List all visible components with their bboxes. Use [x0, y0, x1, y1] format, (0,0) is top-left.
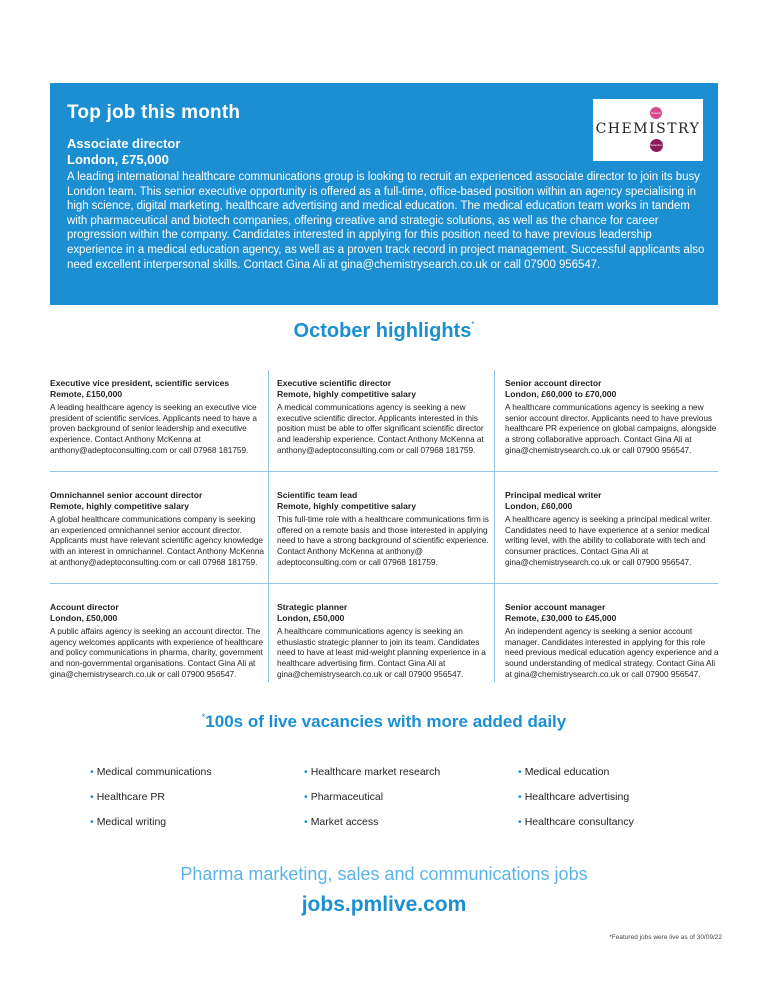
- sector-label: Healthcare advertising: [524, 791, 630, 803]
- job-listing: [277, 490, 491, 567]
- top-job-location-salary: London, £75,000: [67, 152, 169, 167]
- bullet-icon: •: [90, 791, 94, 803]
- job-listing: [505, 490, 719, 567]
- job-description: An independent agency is seeking a senior account manager. Candidates interested in applying for this role need previous medical education agency experience and a sound understanding of medical strategy. Contact Gina Ali at gina@chemistrysearch.co.uk or call 07900 956547.: [505, 626, 719, 679]
- job-listing: [277, 602, 491, 679]
- job-location-salary: Remote, highly competitive salary: [50, 500, 189, 511]
- job-listing: [50, 602, 264, 679]
- sector-item: [518, 766, 609, 778]
- job-description: A global healthcare communications company is seeking an experienced omnichannel senior account director. Applicants must have relevant scientific agency knowledge with an interest in omnichannel. Contact Anthony McKenna at anthony@adeptoconsulting.com or call 07968 181759.: [50, 514, 264, 567]
- job-title: Senior account manager: [505, 602, 606, 612]
- jobs-site-link[interactable]: jobs.pmlive.com: [301, 893, 467, 916]
- bullet-icon: •: [518, 791, 522, 803]
- job-location-salary: Remote, highly competitive salary: [277, 388, 416, 399]
- logo-selection-badge: [650, 139, 663, 152]
- job-location-salary: Remote, £150,000: [50, 388, 123, 399]
- job-title: Strategic planner: [277, 602, 348, 612]
- job-title: Account director: [50, 602, 119, 612]
- sector-item: [304, 766, 440, 778]
- grid-divider-v1: [268, 370, 269, 682]
- grid-divider-v2: [494, 370, 495, 682]
- sector-label: Healthcare consultancy: [524, 816, 634, 828]
- top-job-heading: Top job this month: [67, 102, 241, 123]
- sector-label: Market access: [310, 816, 379, 828]
- sector-label: Medical communications: [96, 766, 212, 778]
- job-description: A healthcare agency is seeking a principal medical writer. Candidates need to have experience at a senior medical writing level, with the ability to collaborate with tech and consumer practices. Contact Gina Ali at gina@chemistrysearch.co.uk or call 07900 956547.: [505, 514, 712, 567]
- chemistry-logo: [593, 99, 703, 161]
- job-location-salary: London, £50,000: [50, 612, 118, 623]
- bullet-icon: •: [518, 816, 522, 828]
- bullet-icon: •: [304, 766, 308, 778]
- grid-divider-h2: [50, 583, 718, 584]
- job-listing: [277, 378, 491, 455]
- bullet-icon: •: [90, 766, 94, 778]
- sector-item: [518, 816, 634, 828]
- sector-item: [90, 816, 166, 828]
- job-title: Executive scientific director: [277, 378, 392, 388]
- sector-label: Medical education: [524, 766, 610, 778]
- bullet-icon: •: [518, 766, 522, 778]
- vacancies-asterisk: *: [201, 712, 206, 722]
- top-job-description: A leading international healthcare communications group is looking to recruit an experienced associate director to join its busy London team. This senior executive opportunity is offered as a full-time, office-based position within an agency specialising in high science, digital marketing, healthcare advertising and medical education. The medical education team works in tandem with pharmaceutical and biotech companies, offering creative and strategic solutions, as well as the chance for career progression within the company. Candidates interested in applying for this position need to have previous leadership experience in a medical education agency, as well as a proven track record in project management. Successful applicants also need excellent interpersonal skills. Contact Gina Ali at gina@chemistrysearch.co.uk or call 07900 956547.: [67, 171, 705, 271]
- sector-item: [518, 791, 629, 803]
- footer-tagline: Pharma marketing, sales and communications jobs: [180, 864, 588, 884]
- job-location-salary: London, £60,000 to £70,000: [505, 388, 617, 399]
- top-job-role: Associate director: [67, 136, 181, 151]
- sector-label: Healthcare market research: [310, 766, 441, 778]
- highlights-asterisk: *: [471, 320, 475, 329]
- vacancies-title-text: 100s of live vacancies with more added daily: [205, 712, 567, 731]
- top-job-panel: [50, 83, 718, 305]
- vacancies-title: [0, 712, 768, 732]
- highlights-grid: [50, 370, 718, 682]
- sector-item: [304, 816, 378, 828]
- job-description: A medical communications agency is seeking a new executive scientific director. Applicants interested in this position must be able to offer significant scientific director and leadership experience. Contact Anthony McKenna at anthony@adeptoconsulting.com or call 07968 181759.: [277, 402, 484, 455]
- grid-divider-h1: [50, 471, 718, 472]
- logo-wordmark: CHEMISTRY: [595, 121, 701, 137]
- sector-item: [304, 791, 383, 803]
- logo-selection-badge-text: Selection: [650, 143, 663, 147]
- sector-label: Medical writing: [96, 816, 167, 828]
- sector-label: Pharmaceutical: [310, 791, 384, 803]
- job-description: A healthcare communications agency is seeking a new senior account director. Applicants need to have previous healthcare PR experience on global campaigns, alongside a strong collaborative approach. Contact Gina Ali at gina@chemistrysearch.co.uk or call 07900 956547.: [505, 402, 717, 455]
- job-listing: [50, 378, 264, 455]
- highlights-title-text: October highlights: [293, 320, 472, 342]
- job-title: Omnichannel senior account director: [50, 490, 203, 500]
- logo-search-badge-text: Search: [651, 111, 661, 115]
- sector-item: [90, 791, 165, 803]
- job-description: A public affairs agency is seeking an account director. The agency welcomes applicants with experience of healthcare and policy communications in pharma, charity, government and non-governmental organisations. Contact Gina Ali at gina@chemistrysearch.co.uk or call 07900 956547.: [50, 626, 264, 679]
- bullet-icon: •: [304, 791, 308, 803]
- sector-item: [90, 766, 212, 778]
- job-description: A healthcare communications agency is seeking an ethusiastic strategic planner to join its team. Candidates need to have at least mid-weight planning experience in a healthcare advertising firm. Contact Gina Ali at gina@chemistrysearch.co.uk or call 07900 956547.: [277, 626, 486, 679]
- bullet-icon: •: [90, 816, 94, 828]
- job-description: A leading healthcare agency is seeking an executive vice president of scientific services. Applicants need to have a proven background of senior leadership and executive experience. Contact Anthony McKenna at anthony@adeptoconsulting.com or call 07968 181759.: [50, 402, 257, 455]
- job-location-salary: London, £50,000: [277, 612, 345, 623]
- featured-jobs-footnote: *Featured jobs were live as of 30/09/22: [609, 934, 722, 941]
- job-title: Executive vice president, scientific services: [50, 378, 230, 388]
- bullet-icon: •: [304, 816, 308, 828]
- highlights-title: [0, 320, 768, 343]
- job-title: Senior account director: [505, 378, 602, 388]
- job-location-salary: London, £60,000: [505, 500, 573, 511]
- job-title: Scientific team lead: [277, 490, 358, 500]
- job-listing: [505, 602, 719, 679]
- job-listing: [50, 490, 264, 567]
- job-description: This full-time role with a healthcare communications firm is offered on a remote basis and those interested in applying need to have a strong background of scientific experience. Contact Anthony McKenna at anthony@ adeptoconsulting.com or call 07968 181759.: [277, 514, 489, 567]
- logo-search-badge: [650, 107, 662, 119]
- job-listing: [505, 378, 719, 455]
- job-location-salary: Remote, highly competitive salary: [277, 500, 416, 511]
- sector-label: Healthcare PR: [96, 791, 165, 803]
- job-location-salary: Remote, £30,000 to £45,000: [505, 612, 617, 623]
- job-title: Principal medical writer: [505, 490, 602, 500]
